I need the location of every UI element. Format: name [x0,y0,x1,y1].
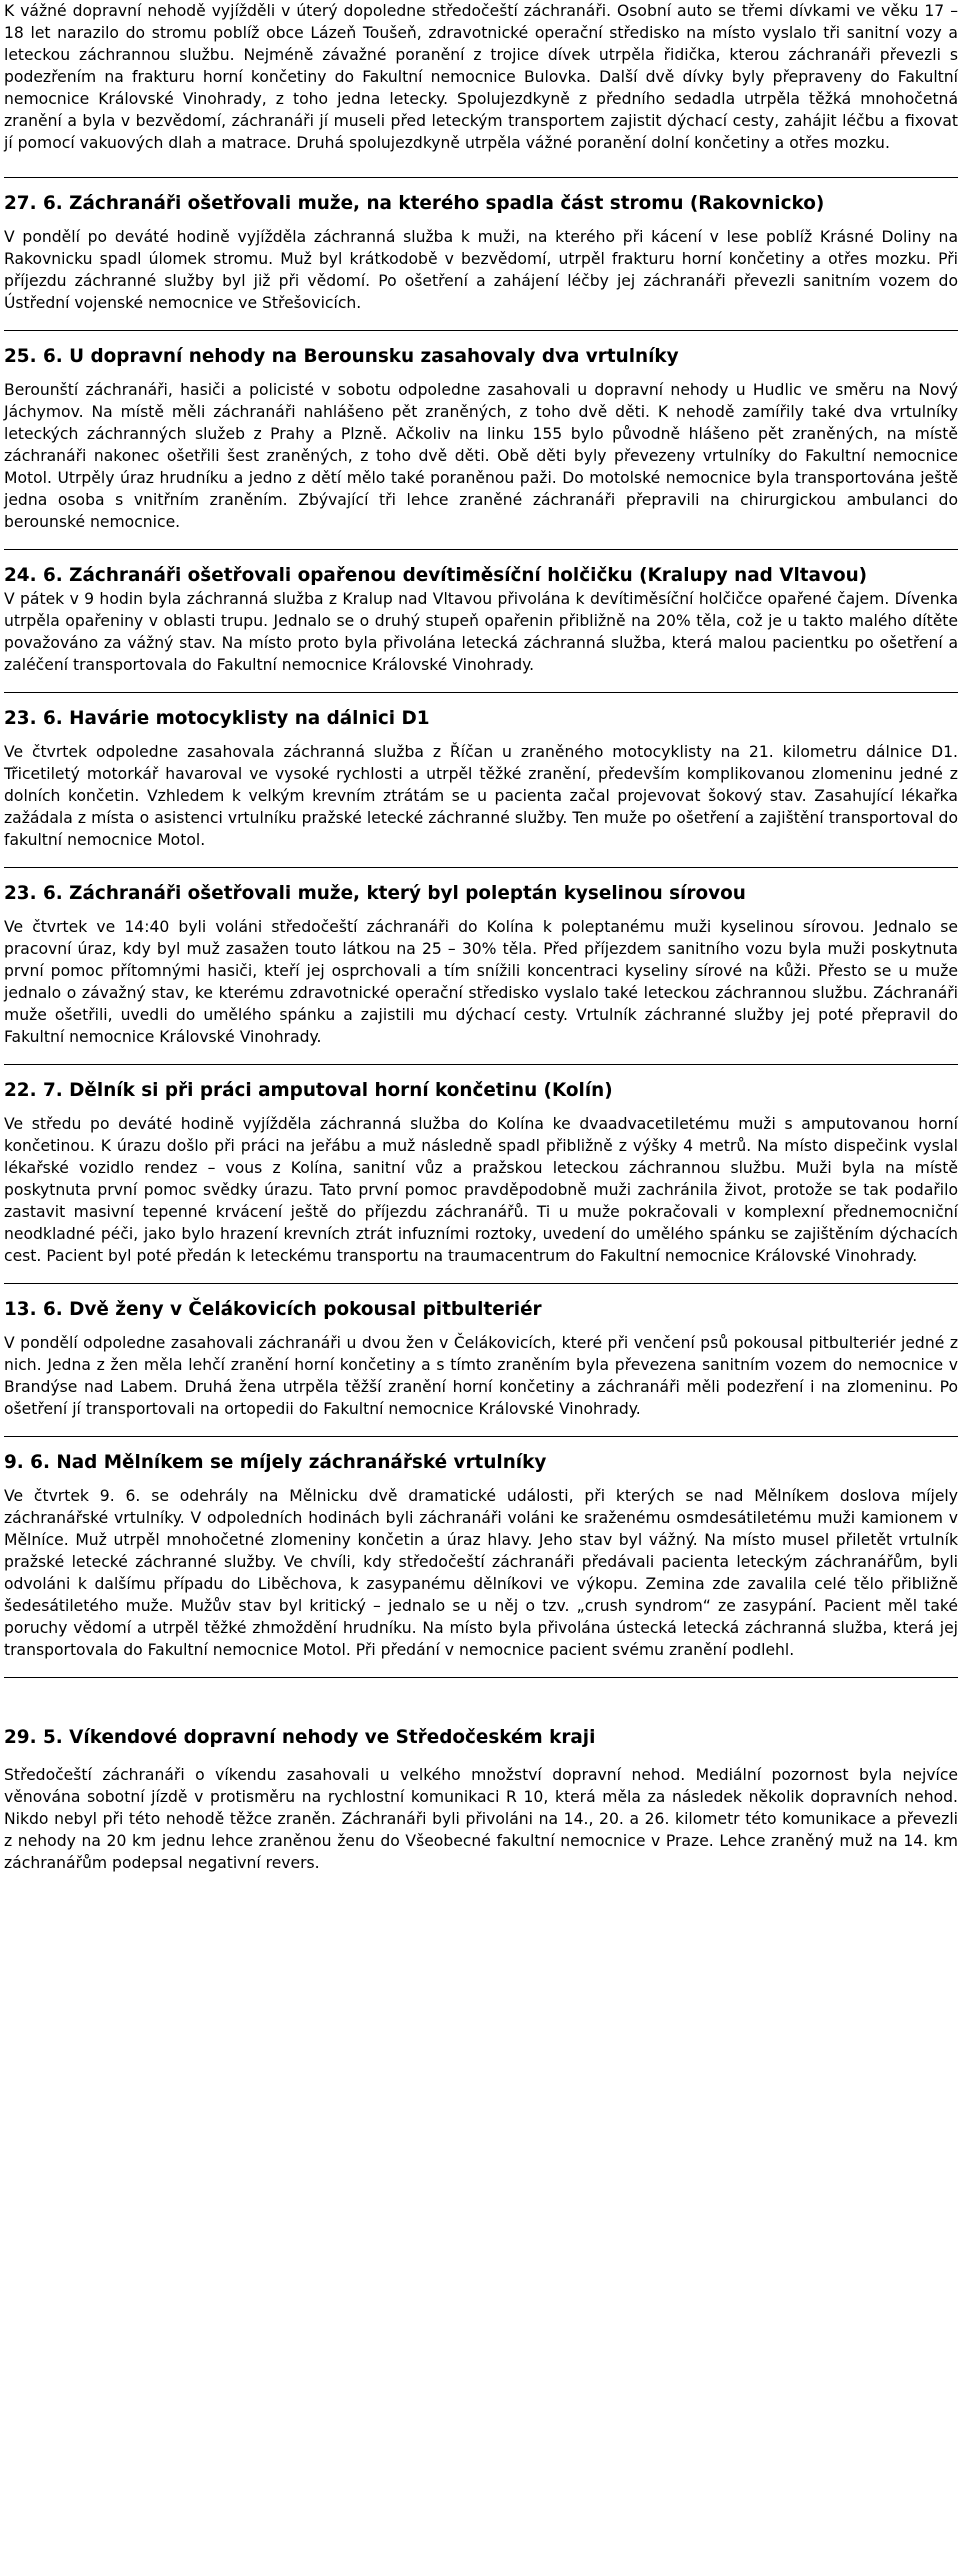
section-divider [4,549,958,550]
article-paragraph: Ve čtvrtek 9. 6. se odehrály na Mělnicku dvě dramatické události, při kterých se nad Mělníkem doslova míjely záchranářské vrtulníky. V odpoledních hodinách byli záchranáři voláni ke sraženému osmdesátiletému muži kamionem v Mělníce. Muž utrpěl mnohočetné zlomeniny končetin a úraz hlavy. Jeho stav byl vážný. Na místo musel přiletět vrtulník pražské letecké záchranné služby. Ve chvíli, kdy středočeští záchranáři předávali pacienta leteckým záchranářům, byli odvoláni k dalšímu případu do Liběchova, k zasypanému dělníkovi ve výkopu. Zemina zde zavalila celé tělo přibližně šedesátiletého muže. Mužův stav byl kritický – jednalo se u něj o tzv. „crush syndrom“ ze zasypání. Pacient měl také poruchy vědomí a utrpěl těžké zhmoždění hrudníku. Na místo byla přivolána ústecká letecká záchranná služba, která jej transportovala do Fakultní nemocnice Motol. Při předání v nemocnice pacient svému zranění podlehl. [4,1487,958,1659]
article-title: 23. 6. Záchranáři ošetřovali muže, který byl poleptán kyselinou sírovou [4,883,746,904]
article-title: 25. 6. U dopravní nehody na Berounsku zasahovaly dva vrtulníky [4,346,679,367]
article-title: 13. 6. Dvě ženy v Čelákovicích pokousal pitbulteriér [4,1299,542,1320]
section-divider [4,177,958,178]
article-paragraph: Ve středu po deváté hodině vyjížděla záchranná služba do Kolína ke dvaadvacetiletému muži s amputovanou horní končetinou. K úrazu došlo při práci na jeřábu a muž následně spadl přibližně z výšky 4 metrů. Na místo dispečink vyslal lékařské vozidlo rendez – vous z Kolína, sanitní vůz a pražskou leteckou záchrannou službu. Muži byla na místě poskytnuta první pomoc svědky úrazu. Tato první pomoc pravděpodobně muži zachránila život, protože se tak podařilo zastavit masivní tepenné krvácení ještě do příjezdu záchranářů. Ti u muže pokračovali v komplexní přednemocniční neodkladné péči, jako bylo hrazení krevních ztrát infuzními roztoky, uvedení do umělého spánku se zajištěním dýchacích cest. Pacient byl poté předán k leteckému transportu na traumacentrum do Fakultní nemocnice Královské Vinohrady. [4,1115,958,1265]
article-helicopters [4,1451,958,1661]
article-paragraph: Ve čtvrtek odpoledne zasahovala záchranná služba z Říčan u zraněného motocyklisty na 21. kilometru dálnice D1. Třicetiletý motorkář havaroval ve vysoké rychlosti a utrpěl těžké zranění, především komplikovanou zlomeninu jedné z dolních končetin. Vzhledem k velkým krevním ztrátám se u pacienta začal projevovat šokový stav. Zasahující lékařka zažádala z místa o asistenci vrtulníku pražské letecké záchranné služby. Ten muže po ošetření a zajištění transportoval do fakultní nemocnice Motol. [4,743,958,849]
article-title: 27. 6. Záchranáři ošetřovali muže, na kterého spadla část stromu (Rakovnicko) [4,193,825,214]
intro-article [4,0,958,154]
section-divider [4,330,958,331]
article-title: 29. 5. Víkendové dopravní nehody ve Středočeském kraji [4,1727,596,1748]
article-weekend-accidents [4,1726,958,1874]
article-title: 9. 6. Nad Mělníkem se míjely záchranářské vrtulníky [4,1452,547,1473]
intro-paragraph: K vážné dopravní nehodě vyjížděli v úterý dopoledne středočeští záchranáři. Osobní auto se třemi dívkami ve věku 17 – 18 let narazilo do stromu poblíž obce Lázeň Toušeň, zdravotnické operační středisko na místo vyslalo tři sanitní vozy a leteckou záchrannou službu. Nejméně závažné poranění z trojice dívek utrpěla řidička, kterou záchranáři převezli s podezřením na frakturu horní končetiny do Fakultní nemocnice Bulovka. Další dvě dívky byly přepraveny do Fakultní nemocnice Královské Vinohrady, z toho jedna letecky. Spolujezdkyně z předního sedadla utrpěla těžká mnohočetná zranění a byla v bezvědomí, záchranáři jí museli před leteckým transportem zajistit dýchací cesty, zahájit léčbu a fixovat jí pomocí vakuových dlah a matrace. Druhá spolujezdkyně utrpěla vážné poranění dolní končetiny a otřes mozku. [4,2,958,152]
article-motorcyclist [4,707,958,851]
article-paragraph: Berounští záchranáři, hasiči a policisté v sobotu odpoledne zasahovali u dopravní nehody u Hudlic ve směru na Nový Jáchymov. Na místě měli záchranáři nahlášeno pět zraněných, z toho dvě děti. K nehodě zamířily také dva vrtulníky leteckých záchranných služeb z Prahy a Plzně. Ačkoliv na linku 155 bylo původně hlášeno pět zraněných, na místě záchranáři nakonec ošetřili šest zraněných, z toho dvě děti. Obě děti byly převezeny vrtulníky do Fakultní nemocnice Motol. Utrpěly úraz hrudníku a jedno z dětí mělo také poraněnou paži. Do motolské nemocnice byla transportována ještě jedna osoba s vnitřním zraněním. Zbývající tři lehce zraněné záchranáři přepravili na chirurgickou ambulanci do berounské nemocnice. [4,381,958,531]
section-divider [4,867,958,868]
article-paragraph: V pondělí po deváté hodině vyjížděla záchranná služba k muži, na kterého při kácení v lese poblíž Krásné Doliny na Rakovnicku spadl úlomek stromu. Muž byl krátkodobě v bezvědomí, utrpěl frakturu horní končetiny a otřes mozku. Při příjezdu záchranné služby byl již při vědomí. Po ošetření a zahájení léčby jej záchranáři převezli sanitním vozem do Ústřední vojenské nemocnice ve Střešovicích. [4,228,958,312]
article-paragraph: Středočeští záchranáři o víkendu zasahovali u velkého množství dopravní nehod. Mediální pozornost byla nejvíce věnována sobotní jízdě v protisměru na rychlostní komunikaci R 10, která měla za následek několik dopravních nehod. Nikdo nebyl při této nehodě těžce zraněn. Záchranáři byli přivoláni na 14., 20. a 26. kilometr této komunikace a převezli z nehody na 20 km jednu lehce zraněnou ženu do Všeobecné fakultní nemocnice v Praze. Lehce zraněný muž na 14. km záchranářům podepsal negativní revers. [4,1766,958,1872]
article-paragraph: V pátek v 9 hodin byla záchranná služba z Kralup nad Vltavou přivolána k devítiměsíční holčičce opařené čajem. Dívenka utrpěla opařeniny v oblasti trupu. Jednalo se o druhý stupeň opařenin přibližně na 20% těla, což je u takto malého dítěte považováno za vážný stav. Na místo proto byla přivolána letecká záchranná služba, která malou pacientku po ošetření a zaléčení transportovala do Fakultní nemocnice Královské Vinohrady. [4,590,958,674]
article-paragraph: V pondělí odpoledne zasahovali záchranáři u dvou žen v Čelákovicích, které při venčení psů pokousal pitbulteriér jedné z nich. Jedna z žen měla lehčí zranění horní končetiny a s tímto zraněním byla převezena sanitním vozem do nemocnice v Brandýse nad Labem. Druhá žena utrpěla těžší zranění horní končetiny a záchranáři měli podezření i na zlomeninu. Po ošetření jí transportovali na ortopedii do Fakultní nemocnice Královské Vinohrady. [4,1334,958,1418]
article-title: 22. 7. Dělník si při práci amputoval horní končetinu (Kolín) [4,1080,613,1101]
article-tree-accident [4,192,958,314]
article-pitbull [4,1298,958,1420]
article-title: 24. 6. Záchranáři ošetřovali opařenou devítiměsíční holčičku (Kralupy nad Vltavou) [4,565,868,586]
section-divider [4,1064,958,1065]
article-paragraph: Ve čtvrtek ve 14:40 byli voláni středočeští záchranáři do Kolína k poleptanému muži kyselinou sírovou. Jednalo se pracovní úraz, kdy byl muž zasažen touto látkou na 25 – 30% těla. Před příjezdem sanitního vozu byla muži poskytnuta první pomoc přítomnými hasiči, kteří jej osprchovali a tím snížili koncentraci kyseliny sírové na kůži. Přesto se u muže jednalo o závažný stav, ke kterému zdravotnické operační středisko vyslalo také leteckou záchrannou službu. Záchranáři muže ošetřili, uvedli do umělého spánku a zajistili mu dýchací cesty. Vrtulník záchranné služby jej poté přepravil do Fakultní nemocnice Královské Vinohrady. [4,918,958,1046]
article-beroun-accident [4,345,958,533]
article-scalded-girl [4,564,958,676]
article-sulfuric-acid [4,882,958,1048]
article-title: 23. 6. Havárie motocyklisty na dálnici D1 [4,708,430,729]
section-divider [4,1436,958,1437]
section-divider [4,692,958,693]
article-amputation [4,1079,958,1267]
section-divider [4,1677,958,1678]
section-divider [4,1283,958,1284]
